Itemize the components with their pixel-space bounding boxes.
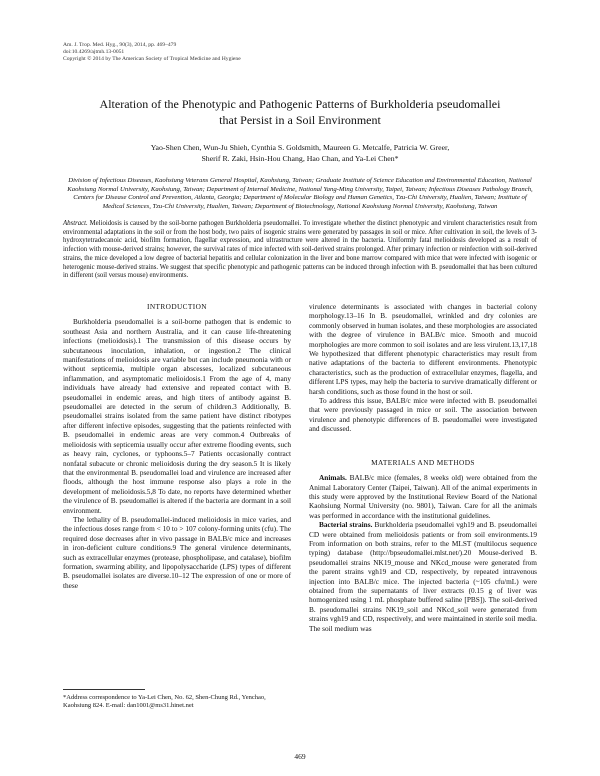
animals-paragraph [309,473,537,520]
animals-label: Animals. [319,473,347,483]
copyright-line: Copyright © 2014 by The American Society of Tropical Medicine and Hygiene [63,56,241,62]
journal-header [63,42,241,63]
animals-text: BALB/c mice (females, 8 weeks old) were obtained from the Animal Laboratory Center (Taipei, Taiwan). All of the animal experiments in this study were approved by the Institutional Review Board of the National Kaohsiung Normal University (no. 9801), Taiwan. Care for all the animals was performed in accordance with the institutional guidelines. [309,473,538,520]
citation-line: Am. J. Trop. Med. Hyg., 90(3), 2014, pp. 469–479 [63,42,177,48]
left-column [63,302,291,590]
title-line-1: Alteration of the Phenotypic and Pathogenic Patterns of Burkholderia pseudomallei [99,97,501,111]
affiliations: Division of Infectious Diseases, Kaohsiung Veterans General Hospital, Kaohsiung, Taiwan; Graduate Institute of Science Education and Environmental Education, National Kaohsiung Normal University, Kaohsiung, Taiwan; Department of Internal Medicine, National Yang-Ming University, Taipei, Taiwan; Infectious Diseases Pathology Branch, Centers for Disease Control and Prevention, Atlanta, Georgia; Department of Molecular Biology and Human Genetics, Tzu-Chi University, Hualien, Taiwan; Institute of Medical Sciences, Tzu-Chi University, Hualien, Taiwan; Department of Biotechnology, National Kaohsiung Normal University, Kaohsiung, Taiwan [67,177,533,211]
authors-line-1: Yao-Shen Chen, Wun-Ju Shieh, Cynthia S. Goldsmith, Maureen G. Metcalfe, Patricia W. Greer, [150,143,450,152]
title-line-2: that Persist in a Soil Environment [219,113,381,127]
correspondence-footnote: *Address correspondence to Ya-Lei Chen, No. 62, Shen-Chung Rd., Yenchao, Kaohsiung 824. E-mail: dan1001@ms31.hinet.net [63,694,266,710]
strains-paragraph [309,520,537,633]
intro-paragraph-2: The lethality of B. pseudomallei-induced melioidosis in mice varies, and the infectious doses range from < 10 to > 107 colony-forming units (cfu). The required dose decreases after in vivo passage in BALB/c mice and increases in iron-deficient culture conditions.9 The general virulence determinants, such as extracellular enzymes (protease, phospholipase, and catalase), biofilm formation, swarming ability, and lipopolysaccharide (LPS) types of different B. pseudomallei isolates are diverse.10–12 The expression of one or more of these [63,514,291,590]
doi-line: doi:10.4269/ajtmh.13-0051 [63,49,125,55]
authors-line-2: Sherif R. Zaki, Hsin-Hou Chang, Hao Chan, and Ya-Lei Chen* [201,153,399,163]
strains-text: Burkholderia pseudomallei vgh19 and B. pseudomallei CD were obtained from melioidosis patients or from soil environments.19 From information on both strains, refer to the MLST (multilocus sequence typing) database (http://bpseudomallei.mlst.net/).20 Mouse-derived B. pseudomallei strains NK19_mouse and NKcd_mouse were generated from the parent strains vgh19 and CD, respectively, by repeated intravenous injection into BALB/c mice. The injected bacteria (~105 cfu/mL) were obtained from the supernatants of liver extracts (0.15 g of liver was homogenized using 1 mL phosphate buffered saline [PBS]). The soil-derived B. pseudomallei strains NK19_soil and NKcd_soil were generated from strains vgh19 and CD, respectively, and were maintained in sterile soil media. The soil medium was [309,520,537,633]
intro-paragraph-4: To address this issue, BALB/c mice were infected with B. pseudomallei that were previously passaged in mice or soil. The association between virulence and phenotypic differences of B. pseudomallei were investigated and discussed. [309,396,537,434]
author-list [63,143,537,164]
abstract-label: Abstract. [63,220,88,227]
article-title [63,96,537,128]
page-number: 469 [294,752,306,761]
intro-paragraph-1: Burkholderia pseudomallei is a soil-borne pathogen that is endemic to southeast Asia and northern Australia, and it can cause life-threatening infections (melioidosis).1 The transmission of this disease occurs by subcutaneous inoculation, inhalation, or ingestion.2 The clinical manifestations of melioidosis are variable but can include pneumonia with or without septicemia, multiple organ abscesses, localized subcutaneous inflammation, and asymptomatic melioidosis.1 From the age of 4, many individuals have already had extensive and repeated contact with B. pseudomallei in endemic areas, and high titers of antibody against B. pseudomallei are detected in the serum of children.3 Additionally, B. pseudomallei strains isolated from the same patient have distinct ribotypes after different infective episodes, suggesting that the patients reinfected with B. pseudomallei in endemic areas are very common.4 Outbreaks of melioidosis with septicemia usually occur after extreme flooding events, such as heavy rain, cyclones, or typhoons.5–7 Patients occasionally contract nonfatal subacute or chronic melioidosis during the dry season.5 It is likely that the environmental B. pseudomallei load and virulence are increased after floods, although the host immune response also plays a role in the development of melioidosis.5,8 To date, no reports have determined whether the virulence of B. pseudomallei is altered if the bacteria are dormant in a soil environment. [63,317,291,515]
methods-heading: MATERIALS AND METHODS [371,457,475,467]
introduction-heading: INTRODUCTION [147,302,207,311]
intro-paragraph-3: virulence determinants is associated with changes in bacterial colony morphology.13–16 In B. pseudomallei, wrinkled and dry colonies are commonly observed in human isolates, and these morphologies are associated with the degree of virulence in BALB/c mice. Smooth and mucoid morphologies are more common to soil isolates and are less virulent.13,17,18 We hypothesized that different phenotypic characteristics may result from native adaptations of the bacteria to different environments. Phenotypic characteristics, such as the production of extracellular enzymes, flagella, and different LPS types, may help the bacteria to survive dramatically different or harsh conditions, such as those found in the host or soil. [309,302,537,396]
footnote-divider [63,689,145,690]
abstract [63,220,537,281]
abstract-text: Melioidosis is caused by the soil-borne pathogen Burkholderia pseudomallei. To investigate whether the distinct phenotypic and virulent characteristics result from environmental adaptations in the soil or from the host body, two pairs of isogenic strains were generated by passages in soil or mice. After cultivation in soil, the levels of 3-hydroxytetradecanoic acid, biofilm formation, flagellar expression, and ultrastructure were altered in the bacteria. Uniformly fatal melioidosis developed as a result of infection with mouse-derived strains; however, the survival rates of mice infected with soil-derived strains prolonged. After primary infection or reinfection with soil-derived strains, the mice developed a low degree of bacterial hepatitis and cellular colonization in the liver and bone marrow compared with mice that were infected with isogenic or heterogenic mouse-derived strains. We suggest that specific phenotypic and pathogenic patterns can be induced through infection with B. pseudomallei that has been cultured in different (soil versus mouse) environments. [63,220,537,280]
right-column [309,302,537,633]
strains-label: Bacterial strains. [319,520,373,530]
